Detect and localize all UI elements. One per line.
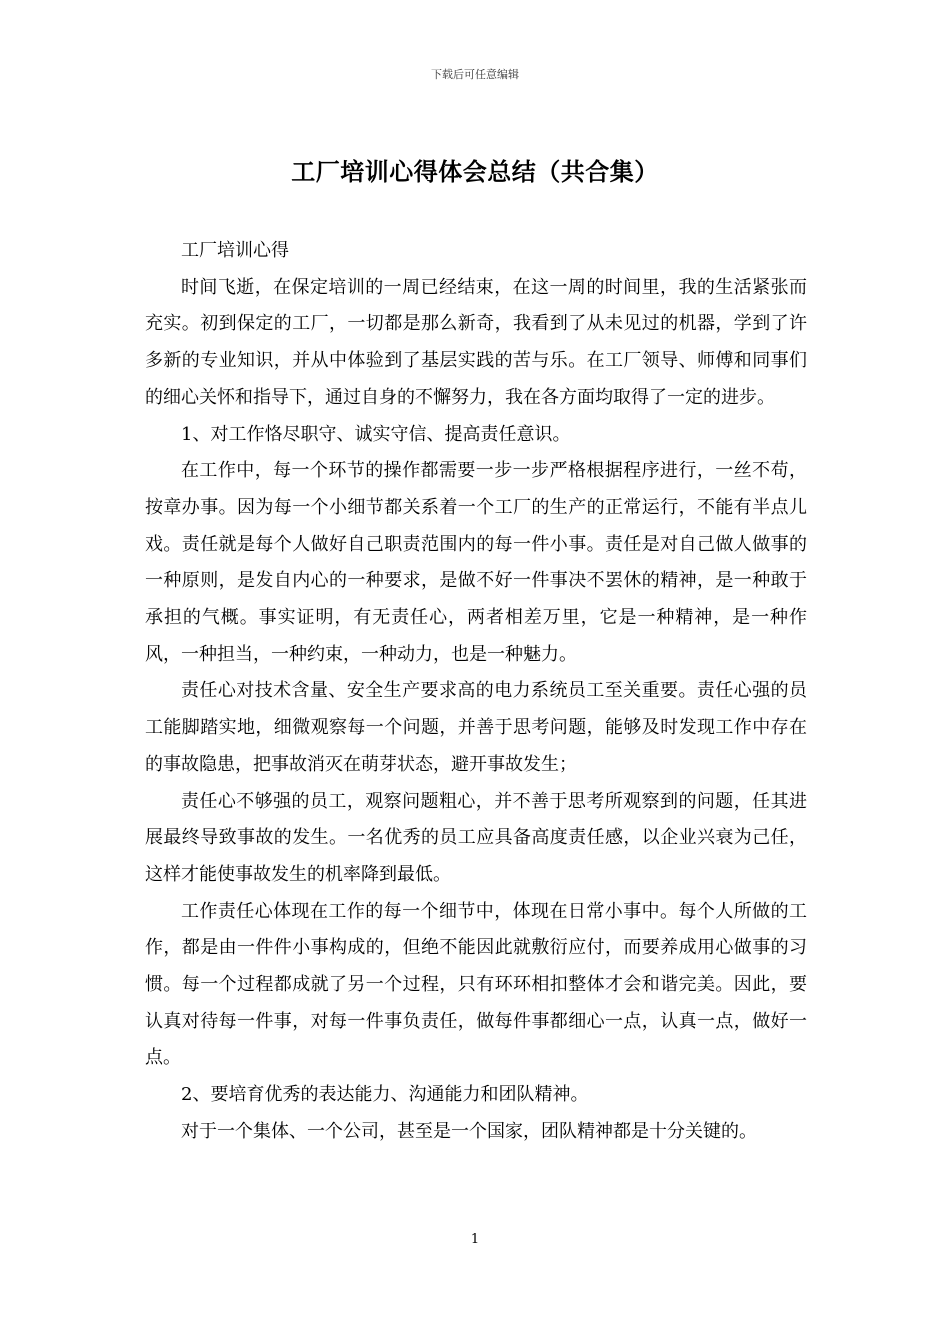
paragraph-weak-responsibility: 责任心不够强的员工，观察问题粗心，并不善于思考所观察到的问题，任其进展最终导致事故的发生。一名优秀的员工应具备高度责任感，以企业兴衰为己任，这样才能使事故发生的机率降到最低。 — [145, 790, 807, 885]
document-title: 工厂培训心得体会总结（共合集） — [291, 157, 659, 186]
paragraph-strong-responsibility: 责任心对技术含量、安全生产要求高的电力系统员工至关重要。责任心强的员工能脚踏实地，细微观察每一个问题，并善于思考问题，能够及时发现工作中存在的事故隐患，把事故消灭在萌芽状态，避开事故发生； — [145, 680, 807, 775]
paragraph-responsibility: 在工作中，每一个环节的操作都需要一步一步严格根据程序进行，一丝不苟，按章办事。因为每一个小细节都关系着一个工厂的生产的正常运行，不能有半点儿戏。责任就是每个人做好自己职责范围内的每一件小事。责任是对自己做人做事的一种原则，是发自内心的一种要求，是做不好一件事决不罢休的精神，是一种敢于承担的气概。事实证明，有无责任心，两者相差万里，它是一种精神，是一种作风，一种担当，一种约束，一种动力，也是一种魅力。 — [145, 460, 807, 665]
document-body — [145, 233, 807, 1151]
paragraph-details: 工作责任心体现在工作的每一个细节中，体现在日常小事中。每个人所做的工作，都是由一件件小事构成的，但绝不能因此就敷衍应付，而要养成用心做事的习惯。每一个过程都成就了另一个过程，只有环环相扣整体才会和谐完美。因此，要认真对待每一件事，对每一件事负责任，做每件事都细心一点，认真一点，做好一点。 — [145, 900, 807, 1069]
paragraph-teamwork: 对于一个集体、一个公司，甚至是一个国家，团队精神都是十分关键的。 — [181, 1120, 757, 1142]
page-number: 1 — [470, 1232, 480, 1247]
section-heading: 工厂培训心得 — [181, 240, 289, 261]
point-1-heading: 1、对工作恪尽职守、诚实守信、提高责任意识。 — [181, 423, 571, 445]
point-2-heading: 2、要培育优秀的表达能力、沟通能力和团队精神。 — [181, 1084, 589, 1106]
header-note: 下载后可任意编辑 — [431, 68, 519, 81]
paragraph-intro: 时间飞逝，在保定培训的一周已经结束，在这一周的时间里，我的生活紧张而充实。初到保定的工厂，一切都是那么新奇，我看到了从未见过的机器，学到了许多新的专业知识，并从中体验到了基层实践的苦与乐。在工厂领导、师傅和同事们的细心关怀和指导下，通过自身的不懈努力，我在各方面均取得了一定的进步。 — [145, 276, 807, 408]
